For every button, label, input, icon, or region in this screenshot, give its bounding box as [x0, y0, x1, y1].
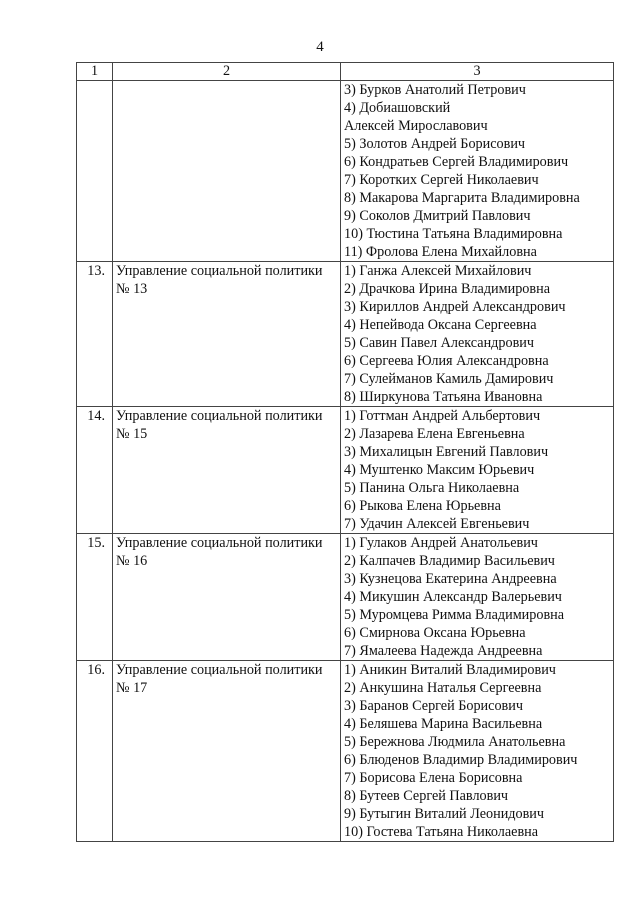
member-name: 2) Драчкова Ирина Владимировна — [344, 281, 550, 297]
member-name: 5) Бережнова Людмила Анатольевна — [344, 734, 566, 750]
member-name: 5) Савин Павел Александрович — [344, 335, 534, 351]
department-cell — [113, 407, 341, 534]
members-cell — [341, 534, 614, 661]
member-name: 9) Соколов Дмитрий Павлович — [344, 208, 531, 224]
member-name: 2) Анкушина Наталья Сергеевна — [344, 680, 542, 696]
member-name: 10) Гостева Татьяна Николаевна — [344, 824, 539, 840]
member-name: 1) Аникин Виталий Владимирович — [344, 662, 556, 678]
department-name-line: № 13 — [116, 281, 148, 297]
member-name: 8) Ширкунова Татьяна Ивановна — [344, 389, 543, 405]
member-name: 3) Кузнецова Екатерина Андреевна — [344, 571, 557, 587]
row-number: 13. — [77, 262, 113, 407]
member-name: 5) Муромцева Римма Владимировна — [344, 607, 565, 623]
table-row — [77, 407, 614, 534]
member-name: 7) Борисова Елена Борисовна — [344, 770, 523, 786]
member-name: 5) Золотов Андрей Борисович — [344, 136, 526, 152]
department-name-line — [116, 81, 340, 99]
table-row — [77, 262, 614, 407]
header-col-2: 2 — [113, 63, 341, 81]
member-name: 6) Блюденов Владимир Владимирович — [344, 752, 578, 768]
member-name: 6) Кондратьев Сергей Владимирович — [344, 154, 569, 170]
department-cell — [113, 661, 341, 842]
header-row — [77, 63, 614, 81]
department-name-line: Управление социальной политики — [116, 408, 323, 424]
members-cell — [341, 661, 614, 842]
member-name: 6) Рыкова Елена Юрьевна — [344, 498, 501, 514]
row-number: 14. — [77, 407, 113, 534]
member-name: 11) Фролова Елена Михайловна — [344, 244, 537, 260]
header-col-3: 3 — [341, 63, 614, 81]
row-number — [77, 81, 113, 262]
page-number: 4 — [316, 39, 324, 55]
member-name: 3) Михалицын Евгений Павлович — [344, 444, 549, 460]
member-name: 1) Гулаков Андрей Анатольевич — [344, 535, 538, 551]
header-col-1: 1 — [77, 63, 113, 81]
member-name: 7) Ямалеева Надежда Андреевна — [344, 643, 543, 659]
department-name-line: № 17 — [116, 680, 148, 696]
member-name: 3) Баранов Сергей Борисович — [344, 698, 523, 714]
member-name: 4) Добиашовский — [344, 100, 451, 116]
members-cell — [341, 81, 614, 262]
member-name: 9) Бутыгин Виталий Леонидович — [344, 806, 545, 822]
members-table — [76, 62, 614, 842]
department-cell — [113, 81, 341, 262]
department-cell — [113, 262, 341, 407]
row-number: 16. — [77, 661, 113, 842]
member-name: 2) Калпачев Владимир Васильевич — [344, 553, 555, 569]
department-name-line: Управление социальной политики — [116, 662, 323, 678]
member-name: 10) Тюстина Татьяна Владимировна — [344, 226, 563, 242]
department-name-line: Управление социальной политики — [116, 535, 323, 551]
member-name: 4) Беляшева Марина Васильевна — [344, 716, 543, 732]
member-name: 3) Бурков Анатолий Петрович — [344, 82, 526, 98]
table-row — [77, 661, 614, 842]
member-name: 3) Кириллов Андрей Александрович — [344, 299, 566, 315]
members-cell — [341, 262, 614, 407]
member-name: 6) Смирнова Оксана Юрьевна — [344, 625, 526, 641]
department-name-line: № 16 — [116, 553, 148, 569]
member-name: 7) Удачин Алексей Евгеньевич — [344, 516, 530, 532]
member-name: 7) Сулейманов Камиль Дамирович — [344, 371, 554, 387]
member-name: 1) Ганжа Алексей Михайлович — [344, 263, 532, 279]
department-name-line: Управление социальной политики — [116, 263, 323, 279]
member-name: 2) Лазарева Елена Евгеньевна — [344, 426, 525, 442]
department-cell — [113, 534, 341, 661]
department-name-line: № 15 — [116, 426, 148, 442]
members-cell — [341, 407, 614, 534]
member-name: Алексей Мирославович — [344, 118, 488, 134]
member-name: 6) Сергеева Юлия Александровна — [344, 353, 549, 369]
member-name: 7) Коротких Сергей Николаевич — [344, 172, 539, 188]
table-row — [77, 81, 614, 262]
department-name-line — [116, 99, 340, 117]
member-name: 5) Панина Ольга Николаевна — [344, 480, 520, 496]
member-name: 4) Муштенко Максим Юрьевич — [344, 462, 535, 478]
table-row — [77, 534, 614, 661]
member-name: 1) Готтман Андрей Альбертович — [344, 408, 541, 424]
member-name: 8) Макарова Маргарита Владимировна — [344, 190, 580, 206]
member-name: 4) Микушин Александр Валерьевич — [344, 589, 562, 605]
row-number: 15. — [77, 534, 113, 661]
member-name: 4) Непейвода Оксана Сергеевна — [344, 317, 537, 333]
member-name: 8) Бутеев Сергей Павлович — [344, 788, 509, 804]
